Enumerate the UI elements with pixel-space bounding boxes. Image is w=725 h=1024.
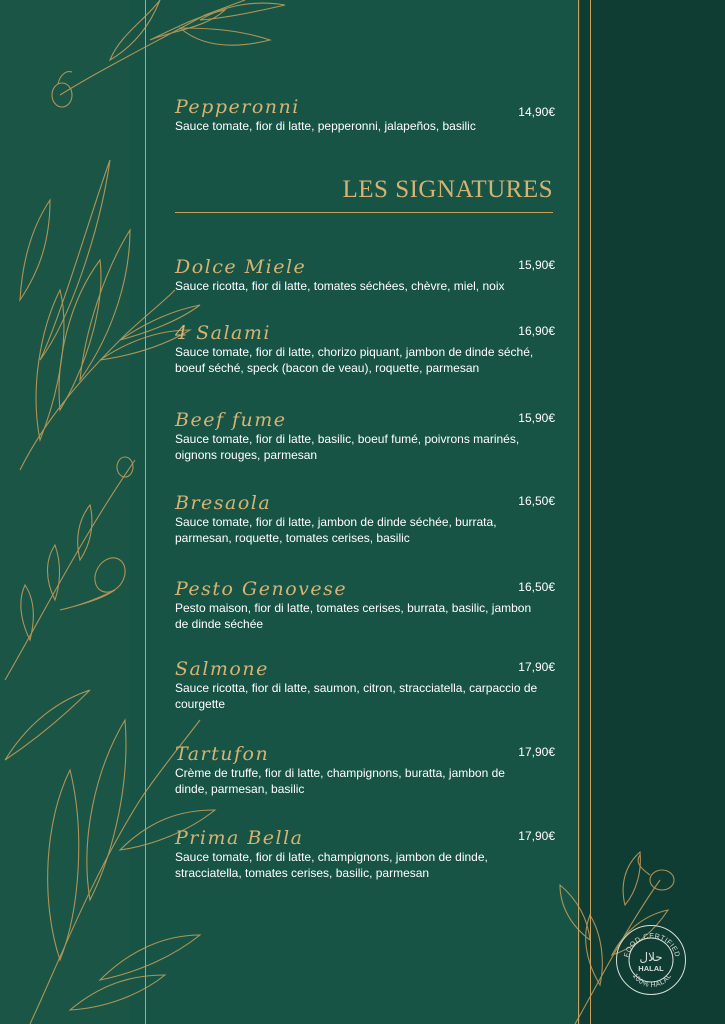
item-price: 17,90€ [518, 660, 555, 674]
item-name: Pepperonni [175, 96, 300, 118]
item-price: 15,90€ [518, 411, 555, 425]
menu-item [175, 492, 555, 546]
item-name: Bresaola [175, 492, 272, 514]
item-description: oignons rouges, parmesan [175, 448, 318, 462]
item-name: Pesto Genovese [175, 578, 348, 600]
item-description: Sauce tomate, fior di latte, chorizo piquant, jambon de dinde séché, [175, 345, 534, 359]
item-price: 15,90€ [518, 258, 555, 272]
menu-item [175, 256, 555, 294]
menu-item [175, 827, 555, 881]
item-name: 4 Salami [175, 322, 271, 344]
halal-arabic-text: حلال [639, 950, 663, 964]
item-name: Tartufon [175, 743, 270, 765]
section-title: LES SIGNATURES [342, 176, 553, 203]
item-name: Dolce Miele [175, 256, 307, 278]
menu-item-pepperonni [175, 96, 555, 134]
item-description: Sauce tomate, fior di latte, pepperonni, jalapeños, basilic [175, 119, 476, 133]
item-description: Sauce ricotta, fior di latte, saumon, citron, stracciatella, carpaccio de [175, 681, 538, 695]
halal-bottom-text: 100% HALAL [630, 972, 674, 990]
item-description: parmesan, roquette, tomates cerises, basilic [175, 531, 410, 545]
item-description: Crème de truffe, fior di latte, champignons, buratta, jambon de [175, 766, 505, 780]
item-price: 17,90€ [518, 829, 555, 843]
menu-item [175, 578, 555, 632]
item-description: stracciatella, tomates cerises, basilic, parmesan [175, 866, 430, 880]
item-description: dinde, parmesan, basilic [175, 782, 305, 796]
item-price: 16,90€ [518, 324, 555, 338]
item-price: 17,90€ [518, 745, 555, 759]
item-price: 16,50€ [518, 494, 555, 508]
svg-text:100% HALAL [631, 973, 673, 989]
halal-label: HALAL [638, 964, 664, 973]
item-description: Sauce ricotta, fior di latte, tomates séchées, chèvre, miel, noix [175, 279, 505, 293]
item-description: de dinde séchée [175, 617, 264, 631]
menu-item [175, 322, 555, 376]
item-description: Sauce tomate, fior di latte, champignons, jambon de dinde, [175, 850, 488, 864]
halal-badge [616, 925, 686, 995]
item-description: courgette [175, 697, 226, 711]
halal-top-text: FOOD CERTIFIED [623, 932, 681, 959]
item-description: Pesto maison, fior di latte, tomates cerises, burrata, basilic, jambon [175, 601, 532, 615]
item-price: 16,50€ [518, 580, 555, 594]
menu-item [175, 743, 555, 797]
item-description: Sauce tomate, fior di latte, basilic, boeuf fumé, poivrons marinés, [175, 432, 520, 446]
item-price: 14,90€ [518, 105, 555, 119]
item-description: Sauce tomate, fior di latte, jambon de dinde séchée, burrata, [175, 515, 497, 529]
item-description: boeuf séché, speck (bacon de veau), roquette, parmesan [175, 361, 480, 375]
item-name: Prima Bella [175, 827, 304, 849]
menu-item [175, 658, 555, 712]
section-divider [175, 212, 553, 213]
halal-seal-icon [616, 925, 686, 995]
item-name: Salmone [175, 658, 269, 680]
menu-item [175, 409, 555, 463]
item-name: Beef fume [175, 409, 287, 431]
